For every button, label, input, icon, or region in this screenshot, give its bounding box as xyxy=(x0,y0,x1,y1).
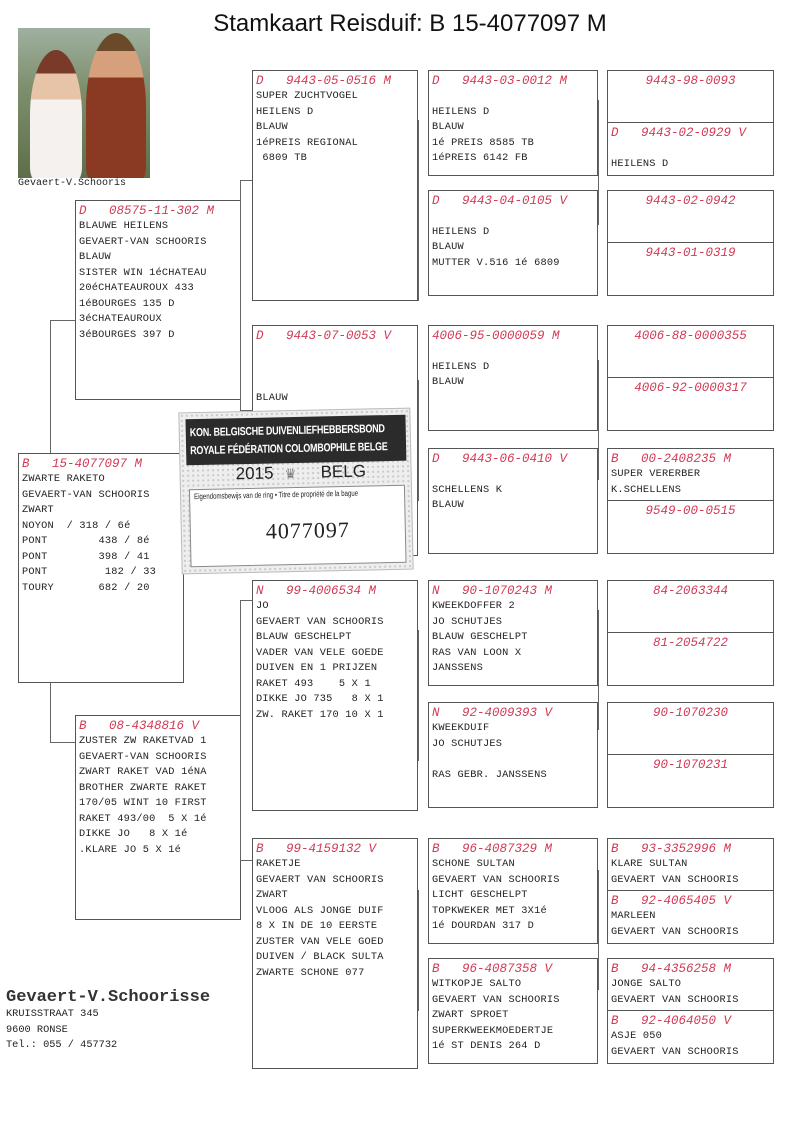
ring-number: B 96-4087329 M xyxy=(432,842,553,856)
pigeon-info-line: MUTTER V.516 1é 6809 xyxy=(432,256,560,269)
pigeon-info-line xyxy=(432,344,594,360)
pigeon-card-subject xyxy=(18,453,184,683)
pigeon-info-line: GEVAERT VAN SCHOORIS xyxy=(256,615,384,628)
ring-number: D 9443-03-0012 M xyxy=(432,74,568,88)
person-woman xyxy=(30,50,82,178)
pigeon-card-gg13 xyxy=(607,838,774,891)
pigeon-info-line: 20éCHATEAUROUX 433 xyxy=(79,282,194,294)
pigeon-info-line: K.SCHELLENS xyxy=(611,483,682,496)
pigeon-info-line: BLAUW xyxy=(79,251,111,263)
pigeon-info-line: BLAUW GESCHELPT xyxy=(432,631,528,643)
pigeon-info-line: HEILENS D xyxy=(611,157,669,170)
ring-number: N 92-4009393 V xyxy=(432,706,553,720)
ring-number: 81-2054722 xyxy=(652,636,728,650)
ring-number: D 9443-06-0410 V xyxy=(432,452,568,466)
pigeon-info-line: JO SCHUTJES xyxy=(432,737,503,750)
pigeon-info-line: RAS GEBR. JANSSENS xyxy=(432,768,547,781)
pigeon-info-line xyxy=(432,209,594,225)
connector-line xyxy=(598,360,599,480)
pigeon-info-line: RAS VAN LOON X xyxy=(432,646,522,659)
pigeon-card-g-ds-d xyxy=(428,702,598,808)
pigeon-card-gg15 xyxy=(607,958,774,1011)
pigeon-info-line: BROTHER ZWARTE RAKET xyxy=(79,781,207,794)
card-country: BELG xyxy=(320,461,367,482)
pigeon-card-g-ds-s xyxy=(428,580,598,686)
pigeon-info-line: JONGE SALTO xyxy=(611,978,682,990)
pigeon-info-line: 3éBOURGES 397 D xyxy=(79,328,175,341)
connector-line xyxy=(418,380,419,501)
pigeon-info-line: GEVAERT VAN SCHOORIS xyxy=(611,993,739,1006)
pigeon-info-line: BLAUW xyxy=(256,121,288,133)
pigeon-info-line: LICHT GESCHELPT xyxy=(432,889,528,901)
pigeon-info-line: ZWARTE SCHONE 077 xyxy=(256,966,365,979)
connector-line xyxy=(240,180,241,410)
pigeon-info-line: GEVAERT VAN SCHOORIS xyxy=(611,1045,739,1058)
pigeon-info-line: SCHONE SULTAN xyxy=(432,858,515,870)
card-year: 2015 xyxy=(235,463,274,484)
pigeon-card-dam xyxy=(75,715,241,920)
ring-number: 9443-01-0319 xyxy=(645,246,736,260)
pigeon-info-line: VLOOG ALS JONGE DUIF xyxy=(256,904,384,917)
pigeon-info-line: BLAUWE HEILENS xyxy=(79,220,169,232)
connector-line xyxy=(598,100,599,225)
pigeon-info-line: TOPKWEKER MET 3X1é xyxy=(432,904,547,917)
connector-line xyxy=(598,610,599,730)
pigeon-info-line xyxy=(432,89,594,105)
pigeon-info-line: SUPER VERERBER xyxy=(611,468,701,480)
pigeon-info-line: ZWART xyxy=(22,504,54,516)
connector-line xyxy=(418,630,419,761)
pigeon-card-g-sd-s xyxy=(428,325,598,431)
pigeon-info-line: 170/05 WINT 10 FIRST xyxy=(79,797,207,809)
pigeon-info-line: ZWARTE RAKETO xyxy=(22,473,105,485)
ring-number: N 99-4006534 M xyxy=(256,584,377,598)
card-ring-number: 4077097 xyxy=(265,516,351,544)
ring-number: B 93-3352996 M xyxy=(611,842,732,856)
pigeon-info-line: KWEEKDUIF xyxy=(432,722,490,734)
pigeon-info-line: HEILENS D xyxy=(256,105,314,118)
pigeon-info-line: RAKETJE xyxy=(256,858,301,870)
pigeon-info-line: KLARE SULTAN xyxy=(611,858,688,870)
connector-line xyxy=(50,742,75,743)
person-man xyxy=(86,33,146,178)
pigeon-info-line: WITKOPJE SALTO xyxy=(432,978,522,990)
pigeon-card-sire-sire xyxy=(252,70,418,301)
ring-number: 90-1070231 xyxy=(652,758,728,772)
pigeon-info-line: GEVAERT-VAN SCHOORIS xyxy=(22,488,150,501)
pigeon-info-line xyxy=(256,344,414,360)
pigeon-info-line: BLAUW GESCHELPT xyxy=(256,631,352,643)
pigeon-info-line: BLAUW xyxy=(432,499,464,511)
crown-icon: ♛ xyxy=(285,465,296,484)
ring-number: B 00-2408235 M xyxy=(611,452,732,466)
ring-number: B 92-4065405 V xyxy=(611,894,732,908)
ring-number: 84-2063344 xyxy=(652,584,728,598)
pigeon-card-gg3 xyxy=(607,190,774,243)
connector-line xyxy=(418,120,419,301)
connector-line xyxy=(240,600,241,860)
pigeon-info-line: DIKKE JO 735 8 X 1 xyxy=(256,693,384,705)
pigeon-info-line: BLAUW xyxy=(256,391,288,404)
pigeon-card-gg4 xyxy=(607,242,774,296)
ring-number: B 92-4064050 V xyxy=(611,1014,732,1028)
pigeon-card-g-dd-s xyxy=(428,838,598,944)
card-header xyxy=(185,415,406,466)
connector-line xyxy=(50,320,75,321)
pigeon-info-line xyxy=(611,141,770,157)
pigeon-card-gg7 xyxy=(607,448,774,501)
card-body xyxy=(189,485,407,568)
pigeon-card-g-dd-d xyxy=(428,958,598,1064)
pigeon-info-line: HEILENS D xyxy=(432,360,490,373)
ring-ownership-card xyxy=(178,408,413,575)
pigeon-card-dam-sire xyxy=(252,580,418,811)
pigeon-info-line: GEVAERT-VAN SCHOORIS xyxy=(79,235,207,248)
pigeon-info-line: SISTER WIN 1éCHATEAU xyxy=(79,266,207,279)
ring-number: 4006-95-0000059 M xyxy=(432,329,560,343)
pigeon-card-g-ss-s xyxy=(428,70,598,176)
pigeon-info-line: JO SCHUTJES xyxy=(432,615,503,628)
pigeon-info-line xyxy=(256,360,414,376)
pigeon-info-line: 1é DOURDAN 317 D xyxy=(432,920,535,932)
breeder-city: 9600 RONSE xyxy=(6,1023,68,1036)
pigeon-info-line: JANSSENS xyxy=(432,662,484,674)
ring-number: B 99-4159132 V xyxy=(256,842,377,856)
pigeon-info-line xyxy=(256,375,414,391)
pigeon-card-sire xyxy=(75,200,241,400)
pigeon-card-dam-dam xyxy=(252,838,418,1069)
connector-line xyxy=(418,890,419,1011)
pigeon-info-line: GEVAERT VAN SCHOORIS xyxy=(256,873,384,886)
pigeon-card-gg2 xyxy=(607,122,774,176)
pigeon-info-line: GEVAERT VAN SCHOORIS xyxy=(611,925,739,938)
ring-number: B 94-4356258 M xyxy=(611,962,732,976)
card-line-1: KON. BELGISCHE DUIVENLIEFHEBBERSBOND xyxy=(189,423,385,440)
ring-number: B 15-4077097 M xyxy=(22,457,143,471)
pigeon-info-line: ASJE 050 xyxy=(611,1030,663,1042)
ring-number: 4006-88-0000355 xyxy=(634,329,747,343)
card-line-2: ROYALE FÉDÉRATION COLOMBOPHILE BELGE xyxy=(190,441,388,458)
pigeon-card-gg6 xyxy=(607,377,774,431)
pigeon-card-g-sd-d xyxy=(428,448,598,554)
page-title: Stamkaart Reisduif: B 15-4077097 M xyxy=(213,10,607,37)
ring-number: 4006-92-0000317 xyxy=(634,381,747,395)
pigeon-info-line: 3éCHATEAUROUX xyxy=(79,313,162,325)
ring-number: D 9443-07-0053 V xyxy=(256,329,392,343)
photo-caption: Gevaert-V.Schooris xyxy=(18,178,127,189)
pigeon-info-line: ZWART xyxy=(256,889,288,901)
pigeon-info-line: 1éPREIS REGIONAL xyxy=(256,136,359,149)
connector-line xyxy=(50,682,51,742)
connector-line xyxy=(240,180,252,181)
pigeon-info-line: DUIVEN EN 1 PRIJZEN xyxy=(256,662,378,674)
pigeon-info-line: 6809 TB xyxy=(256,152,308,164)
pigeon-info-line: 8 X IN DE 10 EERSTE xyxy=(256,920,378,932)
pigeon-info-line: BLAUW xyxy=(432,241,464,253)
pigeon-info-line: GEVAERT VAN SCHOORIS xyxy=(611,873,739,886)
pigeon-info-line: GEVAERT VAN SCHOORIS xyxy=(432,873,560,886)
pigeon-card-gg12 xyxy=(607,754,774,808)
card-ownership-text: Eigendomsbewijs van de ring • Titre de propriété de la bague xyxy=(194,488,359,502)
connector-line xyxy=(240,860,252,861)
pigeon-info-line xyxy=(432,752,594,768)
ring-number: 9443-98-0093 xyxy=(645,74,736,88)
pigeon-info-line: DUIVEN / BLACK SULTA xyxy=(256,951,384,963)
pigeon-info-line: HEILENS D xyxy=(432,225,490,238)
breeder-phone: Tel.: 055 / 457732 xyxy=(6,1039,118,1051)
pigeon-info-line: PONT 182 / 33 xyxy=(22,566,156,578)
pigeon-info-line: RAKET 493 5 X 1 xyxy=(256,677,371,690)
pigeon-info-line: SUPER ZUCHTVOGEL xyxy=(256,90,359,102)
ring-number: D 9443-04-0105 V xyxy=(432,194,568,208)
ring-number: 9443-02-0942 xyxy=(645,194,736,208)
pigeon-card-gg10 xyxy=(607,632,774,686)
pigeon-card-g-ss-d xyxy=(428,190,598,296)
connector-line xyxy=(240,600,252,601)
pigeon-info-line: ZUSTER VAN VELE GOED xyxy=(256,935,384,948)
pigeon-info-line: BLAUW xyxy=(432,121,464,133)
breeder-street: KRUISSTRAAT 345 xyxy=(6,1008,99,1020)
pigeon-info-line: 1é ST DENIS 264 D xyxy=(432,1040,541,1052)
ring-number: D 9443-05-0516 M xyxy=(256,74,392,88)
pigeon-info-line: HEILENS D xyxy=(432,105,490,118)
ring-number: 9549-00-0515 xyxy=(645,504,736,518)
ring-number: N 90-1070243 M xyxy=(432,584,553,598)
pigeon-info-line: BLAUW xyxy=(432,376,464,388)
pigeon-info-line: 1é PREIS 8585 TB xyxy=(432,136,535,149)
ring-number: B 96-4087358 V xyxy=(432,962,553,976)
pigeon-info-line: PONT 438 / 8é xyxy=(22,535,150,547)
breeder-photo xyxy=(18,28,150,178)
pigeon-info-line: SCHELLENS K xyxy=(432,483,503,496)
pigeon-card-gg8 xyxy=(607,500,774,554)
pigeon-info-line: MARLEEN xyxy=(611,910,656,922)
pigeon-info-line: RAKET 493/00 5 X 1é xyxy=(79,812,207,825)
pigeon-info-line: GEVAERT VAN SCHOORIS xyxy=(432,993,560,1006)
pigeon-card-gg9 xyxy=(607,580,774,633)
pigeon-info-line: ZUSTER ZW RAKETVAD 1 xyxy=(79,735,207,747)
pigeon-info-line: VADER VAN VELE GOEDE xyxy=(256,646,384,659)
pigeon-card-gg11 xyxy=(607,702,774,755)
pigeon-info-line: .KLARE JO 5 X 1é xyxy=(79,843,182,856)
pigeon-info-line: ZWART RAKET VAD 1éNA xyxy=(79,766,207,778)
pigeon-info-line: DIKKE JO 8 X 1é xyxy=(79,828,188,840)
pigeon-info-line xyxy=(432,467,594,483)
breeder-name: Gevaert-V.Schoorisse xyxy=(6,988,211,1007)
pigeon-card-gg5 xyxy=(607,325,774,378)
pigeon-info-line: KWEEKDOFFER 2 xyxy=(432,600,515,612)
pigeon-info-line: SUPERKWEEKMOEDERTJE xyxy=(432,1024,554,1037)
connector-line xyxy=(50,320,51,453)
pigeon-info-line: NOYON / 318 / 6é xyxy=(22,519,131,532)
pigeon-info-line: 1éPREIS 6142 FB xyxy=(432,152,528,164)
pigeon-info-line: 1éBOURGES 135 D xyxy=(79,297,175,310)
connector-line xyxy=(598,870,599,990)
pigeon-info-line: JO xyxy=(256,600,269,612)
pigeon-info-line: ZW. RAKET 170 10 X 1 xyxy=(256,708,384,721)
ring-number: D 9443-02-0929 V xyxy=(611,126,747,140)
pigeon-card-gg16 xyxy=(607,1010,774,1064)
ring-number: B 08-4348816 V xyxy=(79,719,200,733)
ring-number: D 08575-11-302 M xyxy=(79,204,215,218)
pigeon-card-gg1 xyxy=(607,70,774,123)
pigeon-info-line: PONT 398 / 41 xyxy=(22,550,150,563)
pigeon-card-gg14 xyxy=(607,890,774,944)
pigeon-info-line: TOURY 682 / 20 xyxy=(22,581,150,594)
ring-number: 90-1070230 xyxy=(652,706,728,720)
pigeon-info-line: ZWART SPROET xyxy=(432,1009,509,1021)
breeder-info xyxy=(6,988,210,1054)
pigeon-info-line: GEVAERT-VAN SCHOORIS xyxy=(79,750,207,763)
